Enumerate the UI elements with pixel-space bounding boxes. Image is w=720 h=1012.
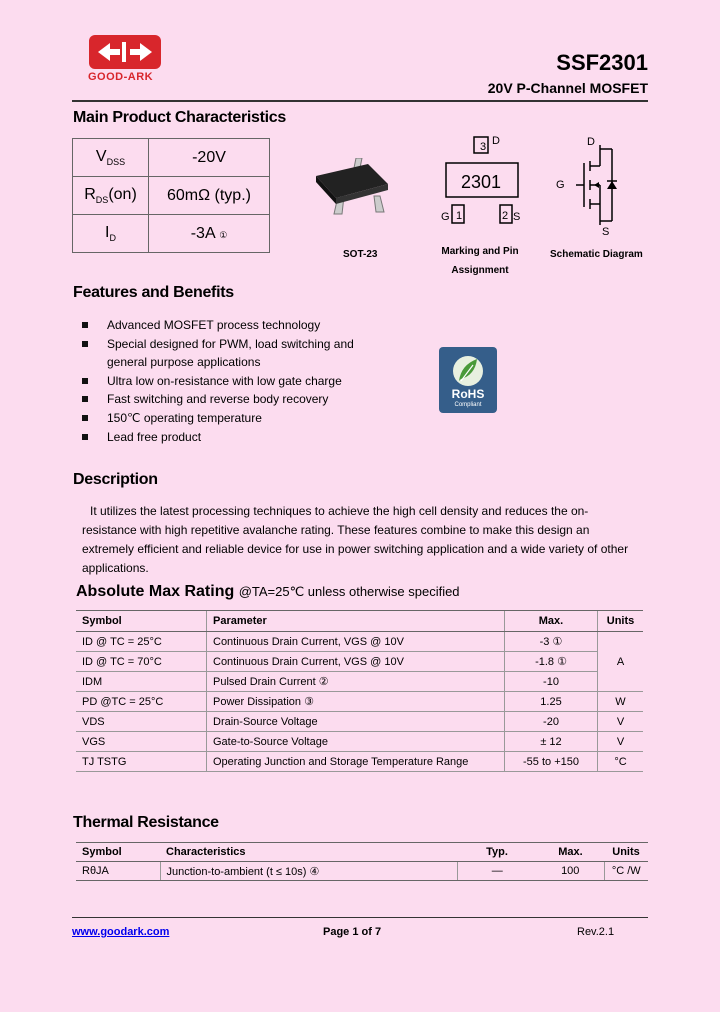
good-ark-logo-icon — [88, 34, 162, 70]
pin-d-label: D — [492, 135, 500, 147]
table-row: PD @TC = 25°C Power Dissipation ③ 1.25 W — [76, 692, 643, 712]
schematic-s-label: S — [602, 226, 610, 238]
leaf-icon — [439, 347, 497, 391]
table-row — [73, 177, 270, 215]
rohs-compliant: Compliant — [454, 402, 482, 408]
symbol-cell: $I_D$ — [73, 215, 149, 253]
sot23-package-image — [308, 158, 394, 218]
page-number: Page 1 of 7 — [323, 926, 382, 938]
schematic-d-label: D — [587, 136, 595, 148]
revision: Rev.2.1 — [577, 926, 615, 938]
description-title: Description — [73, 471, 158, 488]
marking-code: 2301 — [461, 172, 502, 192]
header-divider — [72, 100, 648, 102]
table-header: Symbol Parameter Max. Units — [76, 611, 643, 632]
company-logo — [88, 34, 162, 70]
abs-max-table — [76, 610, 643, 772]
rohs-label: RoHS — [451, 387, 485, 401]
main-characteristics-table — [72, 138, 270, 253]
schematic-g-label: G — [556, 179, 565, 191]
list-item: Fast switching and reverse body recovery — [82, 390, 382, 409]
website-link[interactable]: www.goodark.com — [72, 926, 170, 938]
list-item: Advanced MOSFET process technology — [82, 316, 382, 335]
table-row: VDS Drain-Source Voltage -20 V — [76, 712, 643, 732]
table-row: RθJA Junction-to-ambient (t ≤ 10s) ④ — 100 °C /W — [76, 862, 648, 881]
pin-g-number: 1 — [456, 210, 463, 222]
logo-text: GOOD-ARK — [88, 71, 154, 83]
symbol-cell: $R_{DS}(on)$ — [73, 177, 149, 215]
value-cell: -20V — [149, 139, 270, 177]
description-text: It utilizes the latest processing techniques to achieve the high cell density and reduces the on-resistance with high repetitive avalanche rating. These features combine to make this design an extremely efficient and reliable device for use in power switching application and a wide variety of other applications. — [82, 504, 629, 575]
table-row: ID @ TC = 25°C Continuous Drain Current, VGS @ 10V -3 ① A — [76, 632, 643, 652]
table-row: IDM Pulsed Drain Current ② -10 — [76, 672, 643, 692]
footer-divider — [72, 917, 648, 918]
table-row: TJ TSTG Operating Junction and Storage Temperature Range -55 to +150 °C — [76, 752, 643, 772]
pin-d-number: 3 — [480, 141, 487, 153]
pin-s-number: 2 — [502, 210, 509, 222]
part-number: SSF2301 — [556, 50, 648, 75]
table-row: ID @ TC = 70°C Continuous Drain Current, VGS @ 10V -1.8 ① — [76, 652, 643, 672]
table-row: VGS Gate-to-Source Voltage ± 12 V — [76, 732, 643, 752]
rohs-badge — [439, 347, 497, 413]
thermal-table — [76, 842, 648, 881]
features-title: Features and Benefits — [73, 284, 234, 301]
list-item: Lead free product — [82, 428, 382, 447]
list-item: Ultra low on-resistance with low gate charge — [82, 372, 382, 391]
symbol-cell: $V_{DSS}$ — [73, 139, 149, 177]
features-list — [82, 316, 382, 446]
pin-s-label: S — [513, 211, 521, 223]
value-cell: -3A ① — [149, 215, 270, 253]
table-row — [73, 215, 270, 253]
schematic-caption: Schematic Diagram — [550, 249, 643, 260]
list-item: Special designed for PWM, load switching and general purpose applications — [82, 335, 382, 372]
thermal-title: Thermal Resistance — [73, 814, 219, 831]
marking-caption: Marking and Pin Assignment — [441, 246, 519, 276]
part-subtitle: 20V P-Channel MOSFET — [487, 80, 648, 96]
pin-g-label: G — [441, 211, 450, 223]
value-cell: 60mΩ (typ.) — [149, 177, 270, 215]
package-caption: SOT-23 — [343, 249, 378, 260]
main-characteristics-title: Main Product Characteristics — [73, 109, 286, 126]
list-item: 150℃ operating temperature — [82, 409, 382, 428]
abs-max-title: Absolute Max Rating @TA=25℃ unless otherwise specified — [76, 583, 460, 600]
sot23-chip-icon — [308, 158, 394, 218]
table-header: Symbol Characteristics Typ. Max. Units — [76, 843, 648, 862]
table-row — [73, 139, 270, 177]
